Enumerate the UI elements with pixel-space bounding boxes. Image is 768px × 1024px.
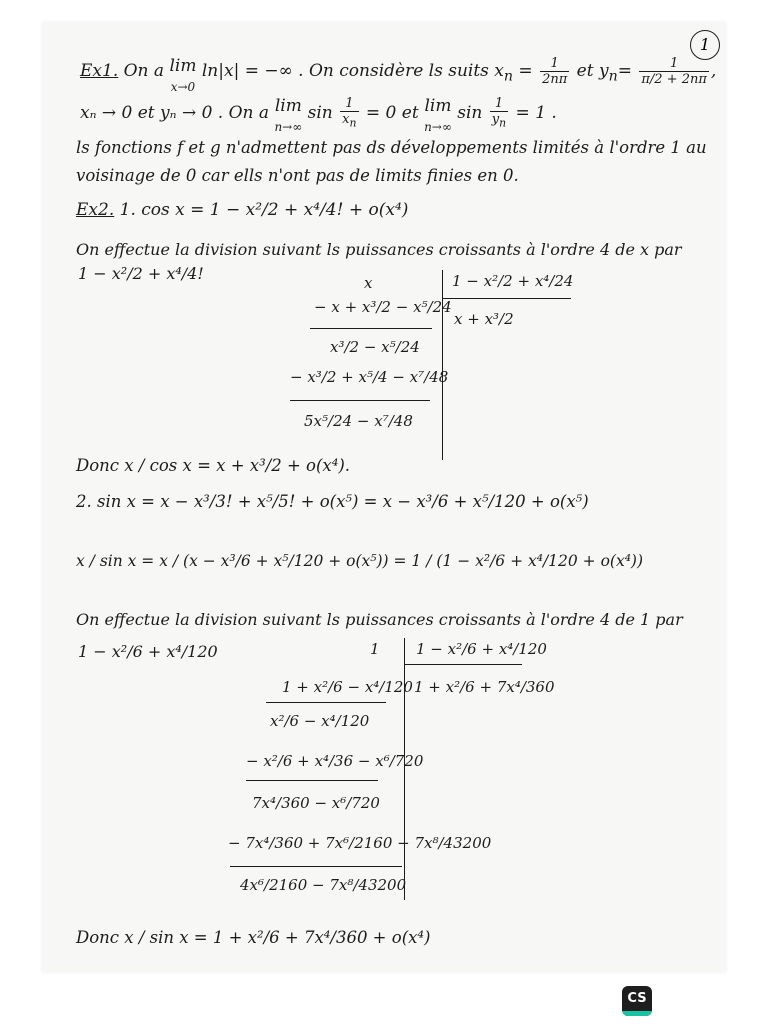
division-intro-1: On effectue la division suivant ls puissances croissants à l'ordre 4 de x par — [76, 240, 682, 259]
division-intro-2: On effectue la division suivant ls puissances croissants à l'ordre 4 de 1 par — [76, 610, 683, 629]
yn-denominator: π/2 + 2nπ — [641, 72, 707, 87]
ex1-line-2: xₙ → 0 et yₙ → 0 . On a lim n→∞ sin $\frac{1}{x_n}$ = 0 et lim n→∞ sin $\frac{1}{y_n}$ = 1 . — [80, 96, 557, 134]
ex1-line2-e: = 1 . — [515, 102, 557, 123]
div1-row-4: 5x⁵/24 − x⁷/48 — [304, 412, 413, 430]
div2-row-4: 7x⁴/360 − x⁶/720 — [252, 794, 380, 812]
ex1-line2-c: = 0 et — [365, 102, 419, 123]
page-number: 1 — [690, 30, 720, 60]
div1-rule-2 — [290, 400, 430, 401]
div1-row-1: − x + x³/2 − x⁵/24 — [314, 298, 452, 316]
sin-expansion: sin x = x − x³/3! + x⁵/5! + o(x⁵) = x − x³/6 + x⁵/120 + o(x⁵) — [97, 492, 589, 511]
div2-rule-1 — [266, 702, 386, 703]
div1-row-2: x³/2 − x⁵/24 — [330, 338, 420, 356]
ex1-text-c: et y — [576, 61, 609, 81]
ex2-q2-line — [76, 492, 589, 511]
div1-row-3: − x³/2 + x⁵/4 − x⁷/48 — [290, 368, 449, 386]
div2-row-1: 1 + x²/6 − x⁴/120 — [282, 678, 413, 696]
ex1-line-3: ls fonctions f et g n'admettent pas ds développements limités à l'ordre 1 au — [76, 138, 707, 157]
ex1-lim-sub: x→0 — [170, 80, 196, 94]
yn-numerator: 1 — [639, 56, 709, 72]
divisor-1: 1 − x²/2 + x⁴/4! — [78, 264, 204, 283]
ex1-line2-a: xₙ → 0 et yₙ → 0 . On a — [80, 102, 270, 123]
div2-rule-3 — [230, 866, 402, 867]
ex1-line2-b: sin — [307, 102, 333, 123]
div2-rule-2 — [246, 780, 378, 781]
div2-quotient: 1 + x²/6 + 7x⁴/360 — [414, 678, 555, 696]
ex1-text-a: On a — [123, 61, 165, 81]
div1-divisor: 1 − x²/2 + x⁴/24 — [452, 272, 574, 290]
ex1-lim-sub-2: n→∞ — [274, 120, 303, 134]
ex2-q1-line — [76, 200, 408, 220]
ex1-lim-sub-3: n→∞ — [424, 120, 452, 134]
ex2-label: Ex2. — [76, 200, 115, 220]
conclusion-2: Donc x / sin x = 1 + x²/6 + 7x⁴/360 + o(x⁴) — [76, 928, 431, 947]
div2-row-2: x²/6 − x⁴/120 — [270, 712, 370, 730]
ratio-line: x / sin x = x / (x − x³/6 + x⁵/120 + o(x⁵)) = 1 / (1 − x²/6 + x⁴/120 + o(x⁴)) — [76, 552, 644, 570]
div2-dividend: 1 — [370, 640, 380, 658]
div1-divisor-rule — [443, 298, 571, 299]
ex1-line-4: voisinage de 0 car ells n'ont pas de limits finies en 0. — [76, 166, 519, 185]
divisor-2: 1 − x²/6 + x⁴/120 — [78, 642, 218, 661]
xn-denominator: 2nπ — [542, 72, 568, 87]
ex2-q2-number: 2. — [76, 492, 92, 511]
cos-expansion: cos x = 1 − x²/2 + x⁴/4! + o(x⁴) — [141, 200, 409, 220]
div2-row-5: − 7x⁴/360 + 7x⁶/2160 − 7x⁸/43200 — [228, 834, 492, 852]
div2-row-6: 4x⁶/2160 − 7x⁸/43200 — [240, 876, 407, 894]
div2-divisor: 1 − x²/6 + x⁴/120 — [416, 640, 547, 658]
div1-rule-1 — [310, 328, 432, 329]
div1-quotient: x + x³/2 — [454, 310, 514, 328]
ex1-text-b: ln|x| = −∞ . On considère ls suits x — [201, 61, 504, 81]
ex1-label: Ex1. — [80, 61, 119, 81]
div1-dividend: x — [364, 274, 373, 292]
xn-numerator: 1 — [540, 56, 569, 72]
ex1-line-1: Ex1. On a lim x→0 ln|x| = −∞ . On considère ls suits $x_n$ = $\frac{1}{2n\pi}$ et $y_n=$ $\frac{1}{\pi/2 + 2n\pi}$ , — [80, 56, 717, 94]
div2-row-3: − x²/6 + x⁴/36 − x⁶/720 — [246, 752, 424, 770]
div2-divisor-rule — [404, 664, 522, 665]
ex2-q1-number: 1. — [119, 200, 136, 220]
ex1-line2-d: sin — [457, 102, 483, 123]
camscanner-logo: CS — [622, 986, 652, 1016]
conclusion-1: Donc x / cos x = x + x³/2 + o(x⁴). — [76, 456, 351, 475]
